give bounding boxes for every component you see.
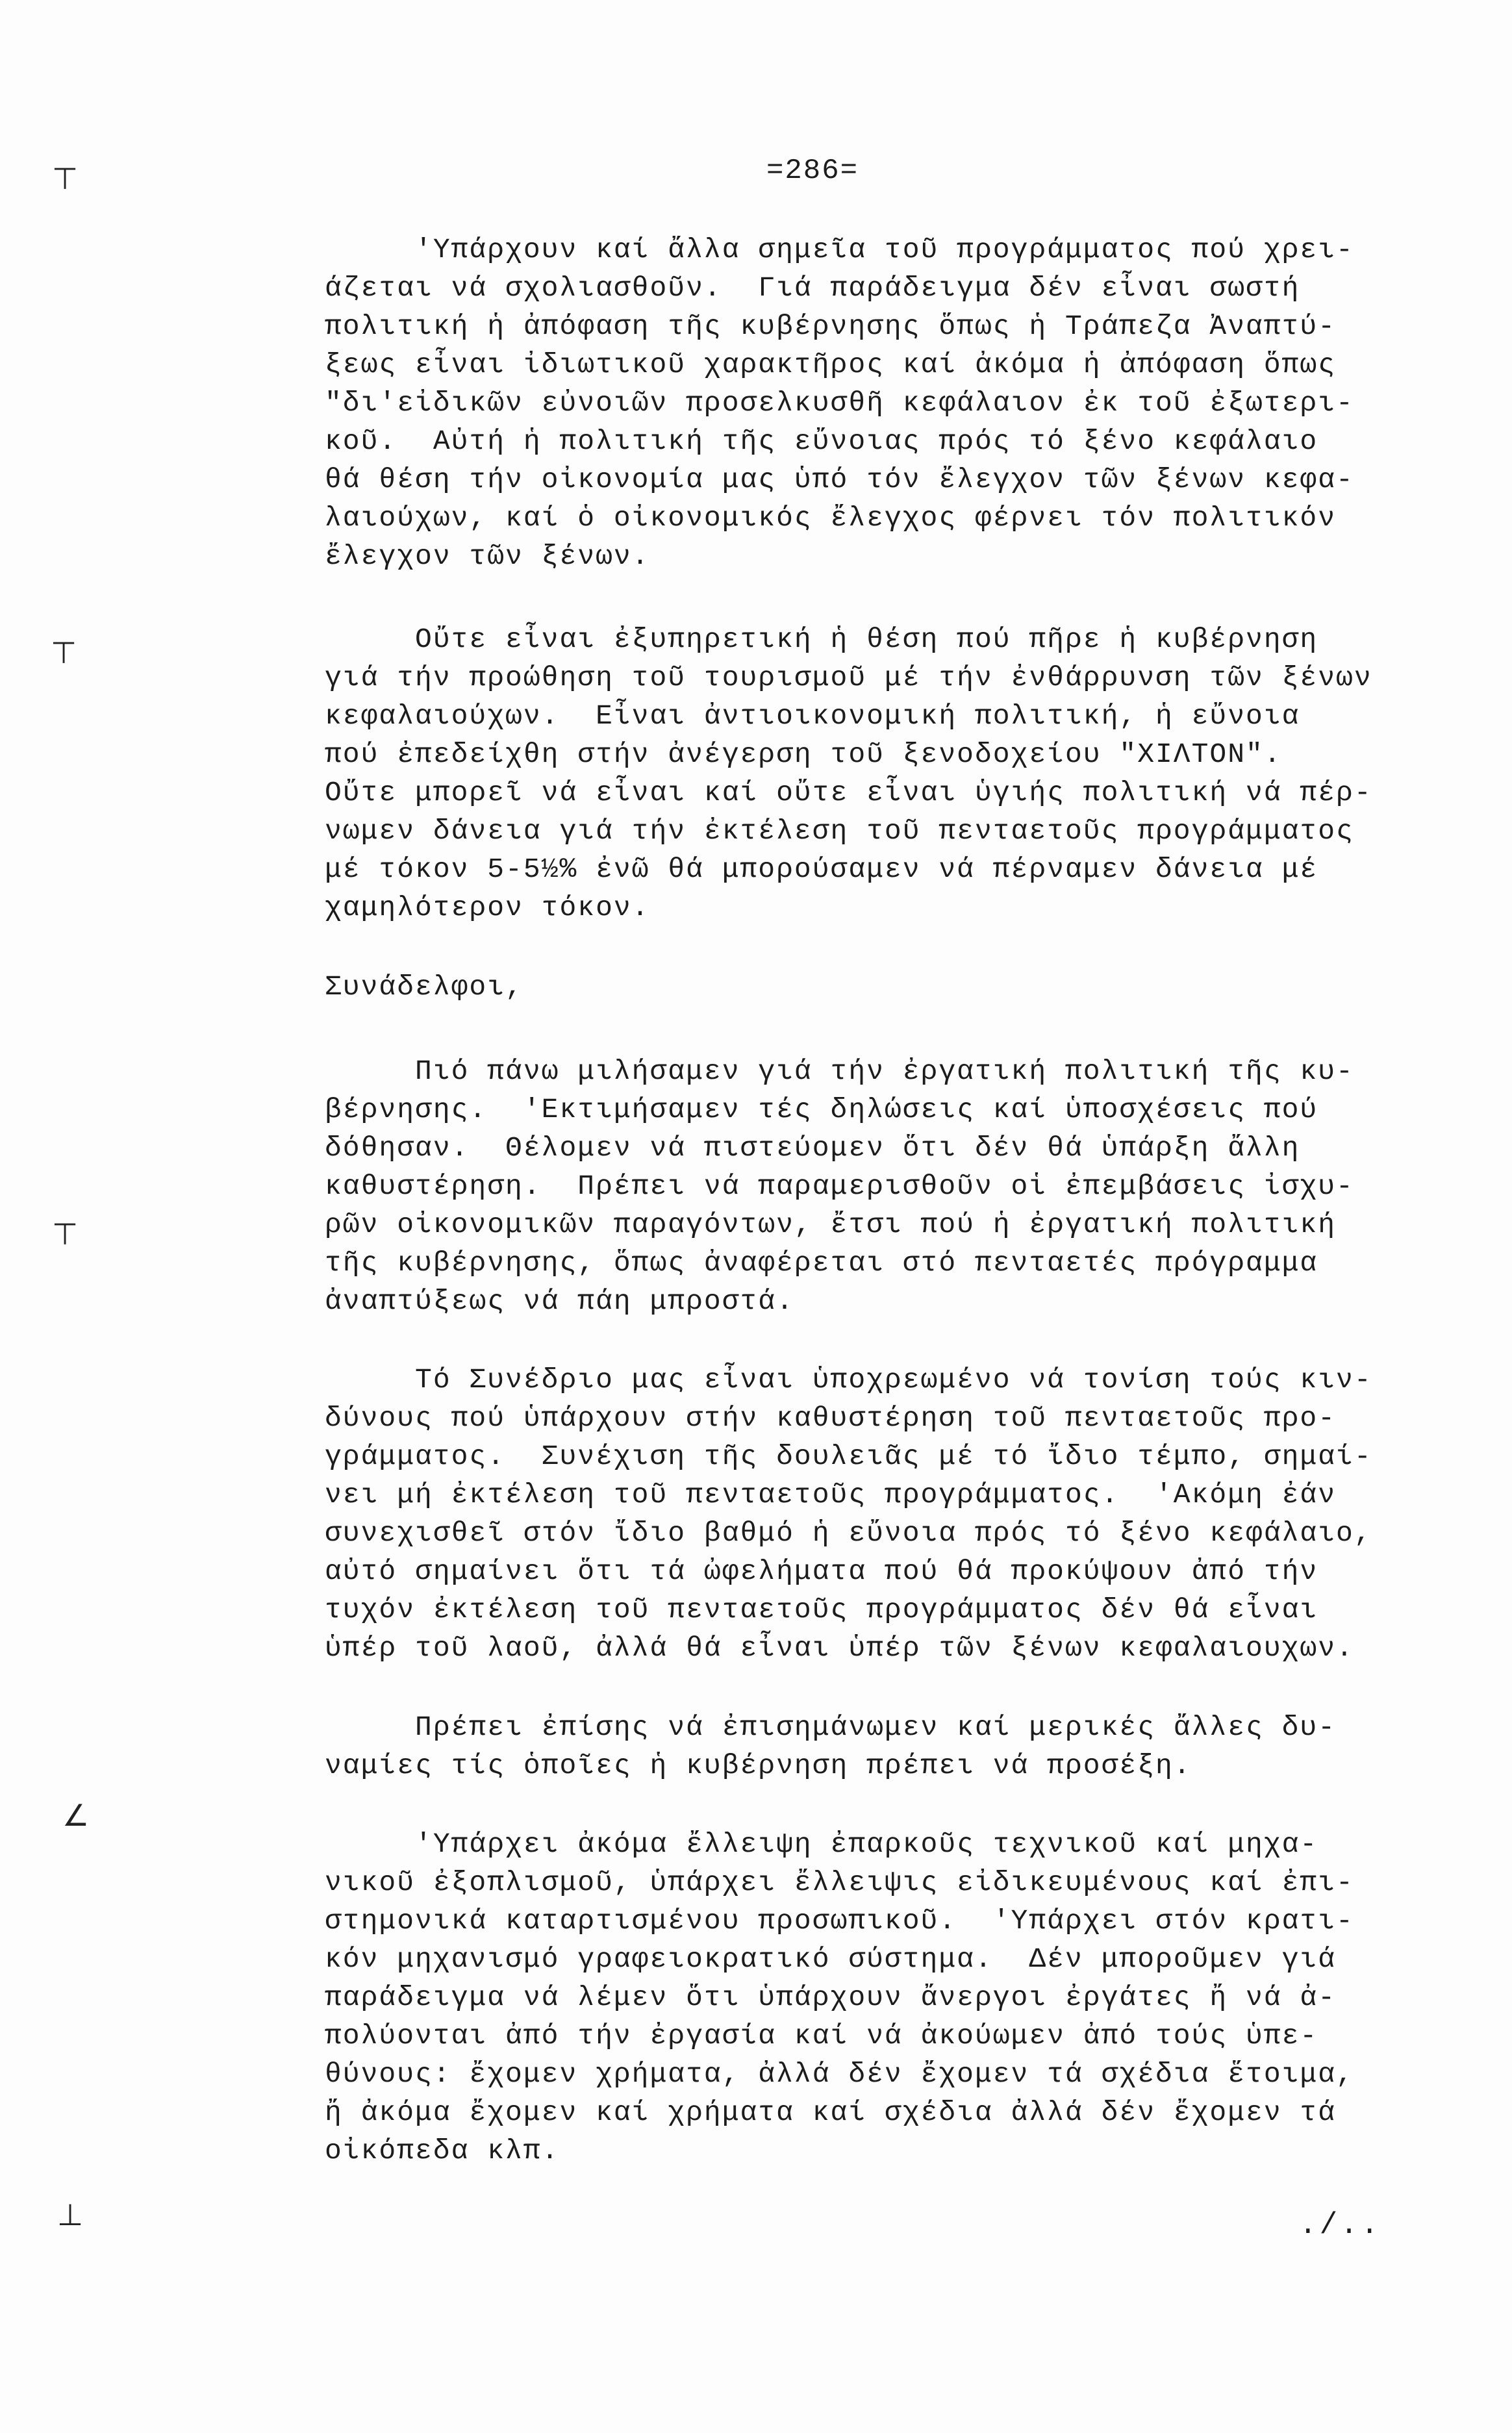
text-line: θά θέση τήν οἰκονομία μας ὑπό τόν ἔλεγχον τῶν ξένων κεφα- — [325, 464, 1354, 496]
paragraph — [325, 620, 1481, 927]
margin-mark: ⊥ — [57, 2197, 84, 2232]
margin-mark: ⊤ — [52, 161, 79, 196]
text-line: Οὔτε εἶναι ἐξυπηρετική ἡ θέση πού πῆρε ἡ κυβέρνηση — [325, 624, 1318, 655]
text-line: ἀναπτύξεως νά πάη μπροστά. — [325, 1285, 794, 1317]
text-line: δόθησαν. Θέλομεν νά πιστεύομεν ὅτι δέν θά ὑπάρξη ἄλλη — [325, 1132, 1300, 1164]
text-line: Πρέπει ἐπίσης νά ἐπισημάνωμεν καί μερικές ἄλλες δυ- — [325, 1711, 1337, 1743]
text-line: οἰκόπεδα κλπ. — [325, 2135, 560, 2167]
text-line: συνεχισθεῖ στόν ἴδιο βαθμό ἡ εὔνοια πρός τό ξένο κεφάλαιο, — [325, 1517, 1372, 1549]
text-line: καθυστέρηση. Πρέπει νά παραμερισθοῦν οἱ ἐπεμβάσεις ἰσχυ- — [325, 1170, 1354, 1202]
text-line: πολύονται ἀπό τήν ἐργασία καί νά ἀκούωμεν ἀπό τούς ὑπε- — [325, 2020, 1318, 2052]
text-line: 'Υπάρχουν καί ἄλλα σημεῖα τοῦ προγράμματος πού χρει- — [325, 234, 1354, 266]
page-number: =286= — [766, 155, 859, 187]
paragraph — [325, 231, 1481, 575]
text-line: γράμματος. Συνέχιση τῆς δουλειᾶς μέ τό ἴδιο τέμπο, σημαί- — [325, 1441, 1372, 1472]
text-line: "δι'εἰδικῶν εὐνοιῶν προσελκυσθῆ κεφάλαιον ἐκ τοῦ ἐξωτερι- — [325, 387, 1354, 419]
text-line: Τό Συνέδριο μας εἶναι ὑποχρεωμένο νά τονίση τούς κιν- — [325, 1364, 1372, 1396]
paragraph — [325, 1361, 1481, 1667]
text-line: νικοῦ ἐξοπλισμοῦ, ὑπάρχει ἔλλειψις εἰδικευμένους καί ἐπι- — [325, 1867, 1354, 1898]
margin-mark: ⊤ — [52, 1216, 79, 1252]
text-line: χαμηλότερον τόκον. — [325, 892, 650, 924]
text-line: κόν μηχανισμό γραφειοκρατικό σύστημα. Δέν μποροῦμεν γιά — [325, 1943, 1337, 1975]
text-line: δύνους πού ὑπάρχουν στήν καθυστέρηση τοῦ πενταετοῦς προ- — [325, 1402, 1337, 1434]
text-line: νωμεν δάνεια γιά τήν ἐκτέλεση τοῦ πενταετοῦς προγράμματος — [325, 815, 1354, 847]
text-line: ὑπέρ τοῦ λαοῦ, ἀλλά θά εἶναι ὑπέρ τῶν ξένων κεφαλαιουχων. — [325, 1632, 1354, 1664]
margin-mark: ∠ — [62, 1798, 90, 1833]
text-line: πολιτική ἡ ἀπόφαση τῆς κυβέρνησης ὅπως ἡ Τράπεζα Ἀναπτύ- — [325, 310, 1337, 342]
text-line: λαιούχων, καί ὁ οἰκονομικός ἔλεγχος φέρνει τόν πολιτικόν — [325, 502, 1337, 534]
continuation-mark: ./.. — [1299, 2208, 1381, 2242]
text-line: τυχόν ἐκτέλεση τοῦ πενταετοῦς προγράμματος δέν θά εἶναι — [325, 1594, 1318, 1626]
text-line: βέρνησης. 'Εκτιμήσαμεν τές δηλώσεις καί ὑποσχέσεις πού — [325, 1094, 1318, 1126]
text-line: κεφαλαιούχων. Εἶναι ἀντιοικονομική πολιτική, ἡ εὔνοια — [325, 700, 1300, 732]
margin-mark: ⊤ — [51, 635, 77, 670]
paragraph — [325, 1052, 1481, 1320]
text-line: άζεται νά σχολιασθοῦν. Γιά παράδειγμα δέν εἶναι σωστή — [325, 272, 1300, 304]
salutation — [325, 968, 1481, 1006]
paragraph — [325, 1708, 1481, 1785]
text-line: 'Υπάρχει ἀκόμα ἔλλειψη ἐπαρκοῦς τεχνικοῦ καί μηχα- — [325, 1828, 1318, 1860]
text-line: ἤ ἀκόμα ἔχομεν καί χρήματα καί σχέδια ἀλλά δέν ἔχομεν τά — [325, 2097, 1337, 2128]
text-line: αὐτό σημαίνει ὅτι τά ὠφελήματα πού θά προκύψουν ἀπό τήν — [325, 1556, 1318, 1587]
text-line: κοῦ. Αὐτή ἡ πολιτική τῆς εὔνοιας πρός τό ξένο κεφάλαιο — [325, 425, 1318, 457]
text-line: Οὔτε μπορεῖ νά εἶναι καί οὔτε εἶναι ὑγιής πολιτική νά πέρ- — [325, 777, 1372, 809]
text-line: στημονικά καταρτισμένου προσωπικοῦ. 'Υπάρχει στόν κρατι- — [325, 1905, 1354, 1937]
text-line: πού ἐπεδείχθη στήν ἀνέγερση τοῦ ξενοδοχείου "ΧΙΛΤΟΝ". — [325, 738, 1282, 770]
text-line: νει μή ἐκτέλεση τοῦ πενταετοῦς προγράμματος. 'Ακόμη ἐάν — [325, 1479, 1337, 1511]
text-line: μέ τόκον 5-5½% ἐνῶ θά μπορούσαμεν νά πέρναμεν δάνεια μέ — [325, 853, 1318, 885]
text-line: παράδειγμα νά λέμεν ὅτι ὑπάρχουν ἄνεργοι ἐργάτες ἤ νά ἀ- — [325, 1982, 1337, 2013]
text-line: γιά τήν προώθηση τοῦ τουρισμοῦ μέ τήν ἐνθάρρυνση τῶν ξένων — [325, 662, 1372, 694]
text-line: ναμίες τίς ὁποῖες ἡ κυβέρνηση πρέπει νά προσέξη. — [325, 1750, 1192, 1782]
text-line: ξεως εἶναι ἰδιωτικοῦ χαρακτῆρος καί ἀκόμα ἡ ἀπόφαση ὅπως — [325, 349, 1337, 381]
text-line: Συνάδελφοι, — [325, 971, 523, 1003]
paragraph — [325, 1825, 1481, 2170]
text-line: Πιό πάνω μιλήσαμεν γιά τήν ἐργατική πολιτική τῆς κυ- — [325, 1055, 1354, 1087]
text-line: θύνους: ἔχομεν χρήματα, ἀλλά δέν ἔχομεν τά σχέδια ἕτοιμα, — [325, 2058, 1354, 2090]
text-line: ρῶν οἰκονομικῶν παραγόντων, ἔτσι πού ἡ ἐργατική πολιτική — [325, 1209, 1337, 1241]
text-line: ἔλεγχον τῶν ξένων. — [325, 540, 650, 572]
text-line: τῆς κυβέρνησης, ὅπως ἀναφέρεται στό πενταετές πρόγραμμα — [325, 1247, 1318, 1279]
